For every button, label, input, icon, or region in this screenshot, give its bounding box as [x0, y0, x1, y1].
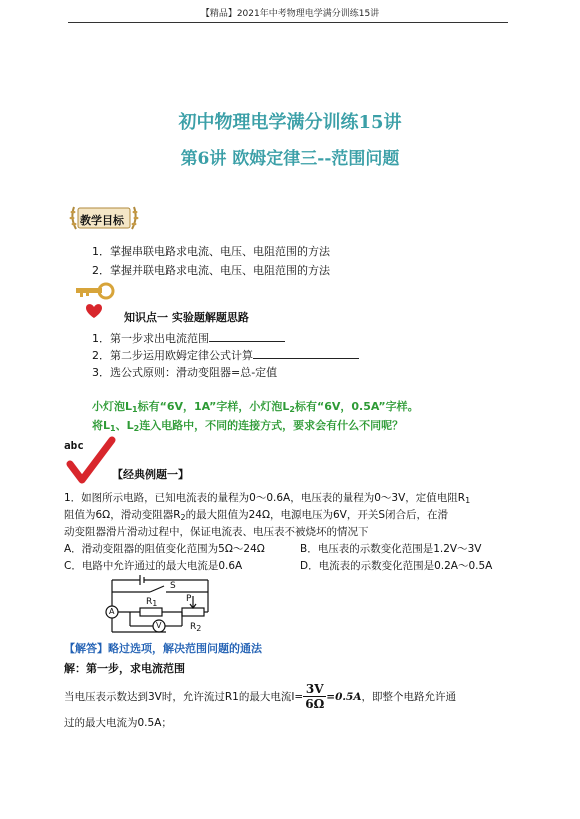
voltmeter-label: V	[156, 621, 162, 630]
highlight-line-1: 小灯泡$L_1$标有“6V，1A”字样，小灯泡$L_2$标有“6V，0.5A”字样。	[92, 400, 419, 414]
ammeter-label: A	[109, 607, 115, 616]
r1-label: R1	[146, 597, 158, 608]
knowledge-heading: 知识点一 实验题解题思路	[124, 311, 249, 324]
page-header: 【精品】2021年中考物理电学满分训练15讲	[200, 9, 380, 19]
answer-paragraph-1: 当电压表示数达到3V时，允许流过R1的最大电流I= $\frac{3V}{6\Omega}$ =0.5A ，即整个电路允许通	[64, 682, 456, 711]
knowledge-step-2: 2．第二步运用欧姆定律公式计算	[92, 347, 359, 363]
option-c: C．电路中允许通过的最大电流是0.6A	[64, 560, 243, 572]
example-heading: 【经典例题一】	[112, 468, 189, 481]
question-line-2: 阻值为6Ω，滑动变阻器$R_2$的最大阻值为24Ω，电源电压为6V，开关S闭合后，在滑	[64, 509, 449, 522]
answer-tag-line: 【解答】略过选项，解决范围问题的通法	[64, 642, 262, 655]
slider-p-label: P	[186, 594, 192, 604]
abc-label: abc	[64, 439, 84, 452]
current-fraction: $\frac{3V}{6\Omega}$	[305, 682, 325, 711]
option-a: A．滑动变阻器的阻值变化范围为5Ω～24Ω	[64, 543, 265, 555]
key-heart-icon	[70, 282, 120, 322]
knowledge-step-1: 1．第一步求出电流范围	[92, 330, 285, 346]
circuit-diagram	[100, 572, 220, 638]
question-line-3: 动变阻器滑片滑动过程中，保证电流表、电压表不被烧坏的情况下	[64, 526, 369, 538]
answer-paragraph-2: 过的最大电流为0.5A；	[64, 717, 172, 729]
answer-step-1: 解：第一步，求电流范围	[64, 662, 185, 675]
page-subtitle: 第6讲 欧姆定律三--范围问题	[180, 149, 400, 169]
header-divider	[68, 22, 508, 23]
goal-item-2: 2．掌握并联电路求电流、电压、电阻范围的方法	[92, 264, 330, 277]
switch-label: S	[170, 581, 176, 591]
knowledge-step-3: 3．选公式原则：滑动变阻器=总-定值	[92, 366, 278, 379]
goal-item-1: 1．掌握串联电路求电流、电压、电阻范围的方法	[92, 245, 330, 258]
option-d: D．电流表的示数变化范围是0.2A～0.5A	[300, 560, 493, 572]
question-line-1: 1．如图所示电路，已知电流表的量程为0～0.6A，电压表的量程为0～3V，定值电阻$R_1$	[64, 492, 471, 505]
highlight-line-2: 将$L_1$、$L_2$连入电路中，不同的连接方式，要求会有什么不同呢？	[92, 419, 404, 433]
r2-label: R2	[190, 622, 202, 633]
goals-badge-label: 教学目标	[80, 214, 124, 227]
option-b: B．电压表的示数变化范围是1.2V～3V	[300, 543, 482, 555]
page-title: 初中物理电学满分训练15讲	[178, 112, 402, 133]
